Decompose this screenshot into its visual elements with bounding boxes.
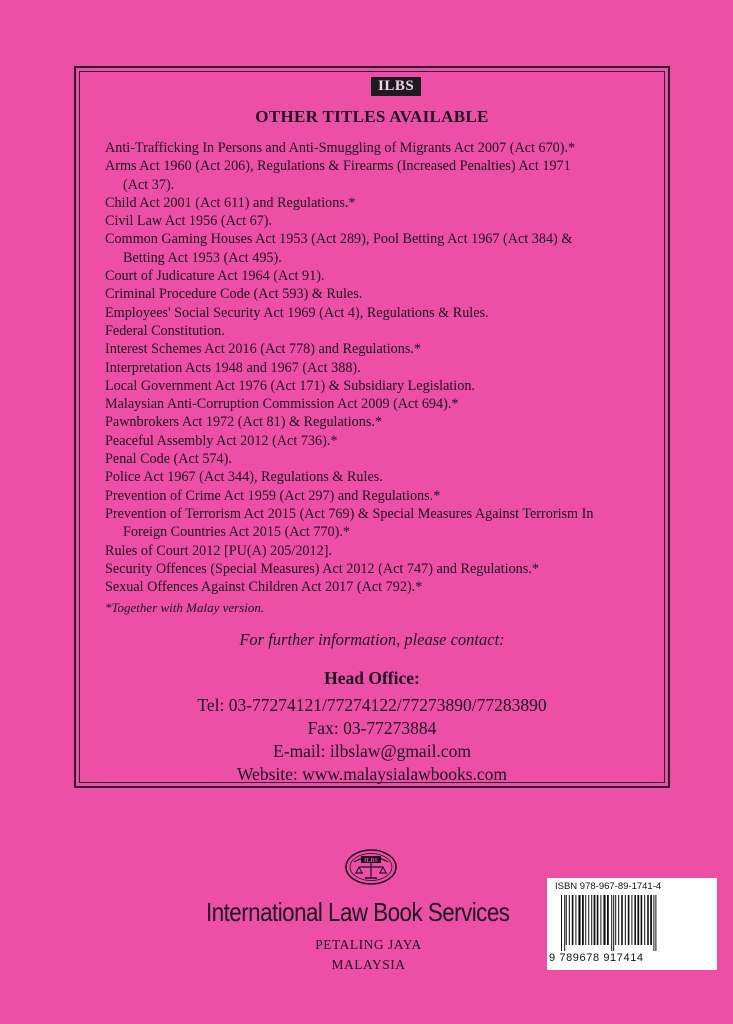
- title-entry: [105, 212, 665, 230]
- title-entry: [105, 468, 665, 486]
- title-text: Pawnbrokers Act 1972 (Act 81) & Regulations.*: [105, 414, 383, 431]
- title-text-continued: (Act 37).: [123, 176, 175, 193]
- barcode-bar: [572, 895, 574, 945]
- head-office-label: Head Office:: [324, 668, 420, 688]
- title-text: Anti-Trafficking In Persons and Anti-Smuggling of Migrants Act 2007 (Act 670).*: [105, 140, 576, 156]
- barcode-digits: 9 789678 917414: [549, 952, 644, 964]
- barcode-bar: [603, 895, 605, 945]
- barcode-bar: [575, 895, 576, 945]
- title-entry: [105, 487, 665, 505]
- barcode-bar: [600, 895, 601, 945]
- title-entry: [105, 139, 665, 157]
- barcode-bar: [625, 895, 626, 945]
- barcode-bar: [647, 895, 649, 945]
- barcode-bar: [628, 895, 630, 945]
- email-address: E-mail: ilbslaw@gmail.com: [273, 741, 471, 761]
- title-text: Criminal Procedure Code (Act 593) & Rules.: [105, 286, 363, 303]
- title-text: Police Act 1967 (Act 344), Regulations & Rules.: [105, 469, 383, 486]
- barcode-bar: [582, 895, 584, 945]
- title-text: Local Government Act 1976 (Act 171) & Subsidiary Legislation.: [105, 377, 475, 394]
- title-text: Security Offences (Special Measures) Act 2012 (Act 747) and Regulations.*: [105, 560, 539, 577]
- title-entry: [105, 285, 665, 303]
- isbn-label: ISBN 978-967-89-1741-4: [555, 881, 662, 892]
- isbn-barcode: [547, 878, 717, 970]
- barcode-bar: [564, 895, 565, 951]
- publisher-country: MALAYSIA: [331, 957, 406, 972]
- fax-number: Fax: 03-77273884: [307, 718, 437, 738]
- titles-heading: OTHER TITLES AVAILABLE: [255, 107, 489, 126]
- title-entry: [105, 505, 665, 542]
- barcode-bar: [578, 895, 580, 945]
- logo-lettering: ILBS: [364, 858, 378, 864]
- barcode-bar: [655, 895, 656, 951]
- barcode-bar: [631, 895, 632, 945]
- title-text: Arms Act 1960 (Act 206), Regulations & Firearms (Increased Penalties) Act 1971: [105, 158, 571, 175]
- ilbs-logo: [344, 848, 398, 886]
- title-text: Common Gaming Houses Act 1953 (Act 289), Pool Betting Act 1967 (Act 384) &: [105, 231, 573, 248]
- barcode-bar: [637, 895, 639, 945]
- barcode-bar: [585, 895, 586, 945]
- barcode-bar: [607, 895, 609, 945]
- title-text: Penal Code (Act 574).: [105, 451, 232, 468]
- barcode-bar: [644, 895, 645, 945]
- title-entry: [105, 413, 665, 431]
- title-text: Interest Schemes Act 2016 (Act 778) and Regulations.*: [105, 341, 421, 358]
- barcode-bar: [569, 895, 570, 945]
- barcode-bar: [653, 895, 654, 951]
- title-entry: [105, 395, 665, 413]
- title-text: Child Act 2001 (Act 611) and Regulations.*: [105, 194, 356, 211]
- barcode-bar: [621, 895, 623, 945]
- title-text: Peaceful Assembly Act 2012 (Act 736).*: [105, 432, 338, 449]
- title-text: Federal Constitution.: [105, 322, 225, 339]
- website-address: Website: www.malaysialawbooks.com: [236, 764, 508, 784]
- barcode-bar: [615, 895, 616, 945]
- barcode-bar: [597, 895, 599, 945]
- title-entry: [105, 340, 665, 358]
- barcode-bars: [561, 895, 709, 951]
- barcode-bar: [650, 895, 652, 945]
- barcode-bar: [591, 895, 592, 945]
- title-text-continued: Betting Act 1953 (Act 495).: [123, 249, 282, 266]
- title-entry: [105, 450, 665, 468]
- title-text: Employees' Social Security Act 1969 (Act 4), Regulations & Rules.: [105, 304, 489, 321]
- title-text: Prevention of Terrorism Act 2015 (Act 769) & Special Measures Against Terrorism In: [105, 505, 594, 522]
- title-text: Court of Judicature Act 1964 (Act 91).: [105, 268, 325, 285]
- barcode-bar: [613, 895, 614, 951]
- publisher-city: PETALING JAYA: [315, 937, 422, 952]
- telephone-numbers: Tel: 03-77274121/77274122/77273890/77283890: [197, 695, 547, 715]
- barcode-bar: [566, 895, 567, 945]
- barcode-bar: [641, 895, 643, 945]
- title-entry: [105, 230, 665, 267]
- title-text: Interpretation Acts 1948 and 1967 (Act 388).: [105, 359, 361, 376]
- title-text: Malaysian Anti-Corruption Commission Act 2009 (Act 694).*: [105, 396, 459, 413]
- titles-list: [105, 139, 665, 596]
- further-info-line: For further information, please contact:: [239, 630, 505, 649]
- title-entry: [105, 267, 665, 285]
- ilbs-badge: ILBS: [371, 77, 421, 96]
- barcode-bar: [618, 895, 619, 945]
- barcode-bar: [588, 895, 589, 945]
- malay-version-note: *Together with Malay version.: [105, 600, 265, 615]
- title-text: Sexual Offences Against Children Act 2017 (Act 792).*: [105, 579, 423, 596]
- title-text: Prevention of Crime Act 1959 (Act 297) and Regulations.*: [105, 487, 441, 504]
- title-entry: [105, 194, 665, 212]
- title-entry: [105, 304, 665, 322]
- publisher-name: International Law Book Services: [206, 897, 510, 927]
- barcode-bar: [594, 895, 596, 945]
- title-text-continued: Foreign Countries Act 2015 (Act 770).*: [123, 524, 350, 541]
- title-entry: [105, 432, 665, 450]
- title-entry: [105, 578, 665, 596]
- barcode-bar: [634, 895, 636, 945]
- title-text: Rules of Court 2012 [PU(A) 205/2012].: [105, 542, 332, 559]
- titles-frame: [74, 66, 670, 788]
- title-text: Civil Law Act 1956 (Act 67).: [105, 213, 273, 230]
- title-entry: [105, 560, 665, 578]
- title-entry: [105, 157, 665, 194]
- barcode-bar: [561, 895, 562, 951]
- title-entry: [105, 359, 665, 377]
- barcode-bar: [611, 895, 612, 951]
- title-entry: [105, 377, 665, 395]
- title-entry: [105, 542, 665, 560]
- title-entry: [105, 322, 665, 340]
